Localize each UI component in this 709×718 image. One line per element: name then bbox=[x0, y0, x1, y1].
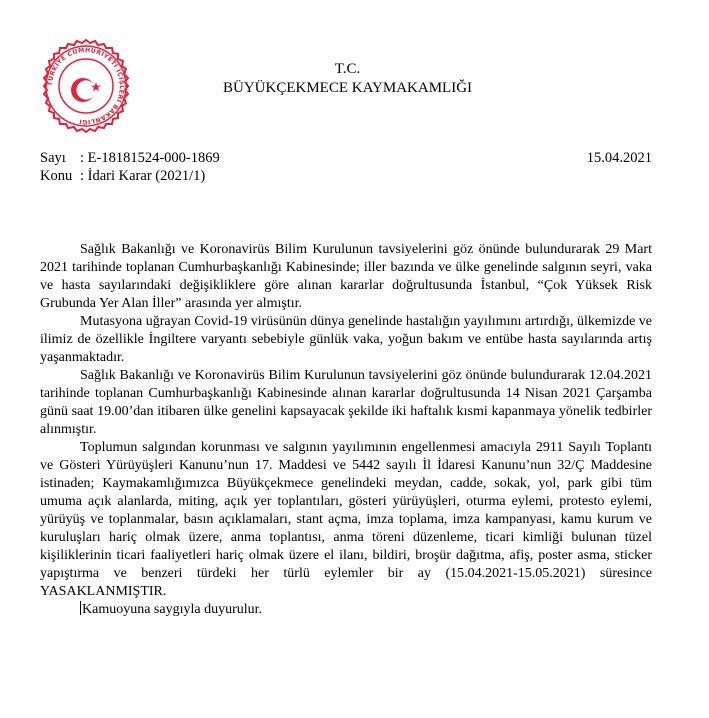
body-paragraph: Sağlık Bakanlığı ve Koronavirüs Bilim Kurulunun tavsiyelerini göz önünde bulundurarak 12.04.2021 tarihinde toplanan Cumhurbaşkanlığı Kabinesinde alınan kararlar doğrultusunda 14 Nisan 2021 Çarşamba günü saat 19.00’dan itibaren ülke genelini kapsayacak şekilde iki haftalık kısmi kapanmaya yönelik tedbirler alınmıştır. bbox=[40, 368, 652, 437]
ministry-seal bbox=[38, 38, 134, 134]
institution-header bbox=[200, 60, 495, 98]
closing-line bbox=[40, 601, 652, 619]
sayi-label: Sayı bbox=[40, 150, 66, 166]
sayi-value: : E-18181524-000-1869 bbox=[80, 150, 220, 166]
body-paragraph: Toplumun salgından korunması ve salgının yayılımının engellenmesi amacıyla 2911 Sayılı Toplantı ve Gösteri Yürüyüşleri Kanunu’nun 17. Maddesi ve 5442 sayılı İl İdaresi Kanunu’nun 32/Ç Maddesine istinaden; Kaymakamlığımızca Büyükçekmece genelindeki meydan, cadde, sokak, yol, park gibi tüm umuma açık alanlarda, miting, açık yer toplantıları, gösteri yürüyüşleri, oturma eylemi, protesto eylemi, yürüyüş ve toplanmalar, basın açıklamaları, stant açma, imza toplama, imza kampanyası, kamu kurum ve kuruluşları hariç olmak üzere, anma toplantısı, anma töreni düzenleme, ticari kimliği bulunan tüzel kişiliklerinin ticari faaliyetleri hariç olmak üzere el ilanı, bildiri, broşür dağıtma, afiş, poster asma, sticker yapıştırma ve benzeri türdeki her türlü eylemler bir ay (15.04.2021-15.05.2021) süresince YASAKLANMIŞTIR. bbox=[40, 440, 652, 599]
seal-ring-text: TÜRKİYE CUMHURİYETİ İÇİŞLERİ BAKANLIĞI bbox=[46, 46, 126, 126]
konu-value: : İdari Karar (2021/1) bbox=[80, 168, 206, 184]
konu-label: Konu bbox=[40, 168, 73, 184]
seal-emblem bbox=[38, 38, 134, 134]
document-date: 15.04.2021 bbox=[586, 150, 652, 166]
header-office-name: BÜYÜKÇEKMECE KAYMAKAMLIĞI bbox=[222, 80, 473, 96]
document-number bbox=[40, 149, 220, 167]
text-cursor bbox=[80, 601, 81, 615]
header-tc: T.C. bbox=[334, 61, 361, 77]
seal-crescent-cut bbox=[76, 80, 95, 99]
document-body bbox=[40, 241, 652, 619]
closing-text: Kamuoyuna saygıyla duyurulur. bbox=[82, 602, 263, 617]
document-subject bbox=[40, 167, 205, 185]
body-paragraph: Mutasyona uğrayan Covid-19 virüsünün dünya genelinde hastalığın yayılımını artırdığı, ülkemizde ve ilimiz de özellikle İngiltere varyantı sebebiyle günlük vaka, yoğun bakım ve entübe hasta sayılarında artış yaşanmaktadır. bbox=[40, 314, 652, 365]
body-paragraph: Sağlık Bakanlığı ve Koronavirüs Bilim Kurulunun tavsiyelerini göz önünde bulundurarak 29 Mart 2021 tarihinde toplanan Cumhurbaşkanlığı Kabinesinde; iller bazında ve ülke genelinde salgının seyri, vaka ve hasta sayılarındaki değişikliklere göre alınan kararlar doğrultusunda İstanbul, “Çok Yüksek Risk Grubunda Yer Alan İller” arasında yer almıştır. bbox=[40, 242, 652, 311]
